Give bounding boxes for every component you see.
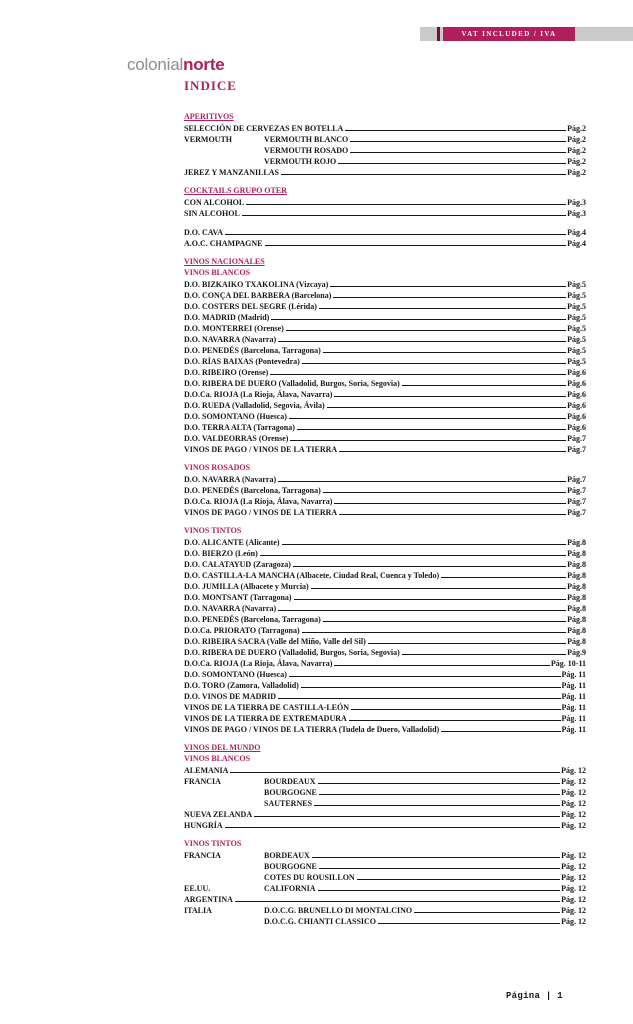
toc-row-label: D.O. NAVARRA (Navarra) — [184, 604, 277, 613]
toc-page-number: Pág. 12 — [561, 873, 586, 882]
toc-row — [184, 775, 586, 786]
toc-section — [184, 256, 586, 454]
toc-leader-line — [254, 816, 560, 817]
toc-row — [184, 591, 586, 602]
toc-page-number: Pág.2 — [567, 168, 586, 177]
toc-section — [184, 525, 586, 734]
toc-row-label: VERMOUTH BLANCO — [264, 135, 349, 144]
toc-leader-line — [225, 234, 566, 235]
toc-row-label: VINOS DE LA TIERRA DE CASTILLA-LEÓN — [184, 703, 350, 712]
toc-page-number: Pág.6 — [567, 379, 586, 388]
toc-page-number: Pág.8 — [567, 626, 586, 635]
toc-page-number: Pág.8 — [567, 582, 586, 591]
toc-row-label: D.O. MADRID (Madrid) — [184, 313, 270, 322]
toc-row-label: VINOS DE PAGO / VINOS DE LA TIERRA — [184, 445, 338, 454]
toc-page-number: Pág.7 — [567, 445, 586, 454]
page-title: INDICE — [184, 78, 237, 93]
toc-page-number: Pág. 12 — [561, 788, 586, 797]
section-heading: APERITIVOS — [184, 112, 234, 121]
toc-row-label: D.O. TERRA ALTA (Tarragona) — [184, 423, 295, 432]
toc-row — [184, 723, 586, 734]
toc-leader-line — [441, 731, 560, 732]
toc-row-label: D.O. RIBERA DE DUERO (Valladolid, Burgos, Soria, Segovia) — [184, 379, 400, 388]
toc-row — [184, 690, 586, 701]
toc-row — [184, 915, 586, 926]
toc-row — [184, 712, 586, 723]
toc-page-number: Pág.8 — [567, 637, 586, 646]
toc-leader-line — [345, 130, 566, 131]
toc-row-label: BOURGOGNE — [264, 788, 317, 797]
toc-page-number: Pág. 12 — [561, 906, 586, 915]
toc-page-number: Pág.2 — [567, 124, 586, 133]
toc-leader-line — [278, 698, 560, 699]
toc-page-number: Pág.5 — [567, 335, 586, 344]
toc-row-category: FRANCIA — [184, 851, 221, 860]
toc-row — [184, 366, 586, 377]
vat-banner-separator — [437, 27, 440, 41]
section-heading: VINOS DEL MUNDO — [184, 743, 261, 752]
toc-page-number: Pág. 12 — [561, 766, 586, 775]
toc-page-number: Pág.6 — [567, 401, 586, 410]
toc-row-label: VINOS DE PAGO / VINOS DE LA TIERRA (Tudela de Duero, Valladolid) — [184, 725, 440, 734]
toc-row — [184, 155, 586, 166]
toc-row — [184, 166, 586, 177]
toc-page-number: Pág.7 — [567, 508, 586, 517]
toc-row-label: VINOS DE LA TIERRA DE EXTREMADURA — [184, 714, 347, 723]
toc-page-number: Pág.5 — [567, 324, 586, 333]
toc-leader-line — [282, 544, 567, 545]
toc-row — [184, 289, 586, 300]
toc-leader-line — [323, 621, 566, 622]
toc-leader-line — [271, 319, 566, 320]
toc-row — [184, 547, 586, 558]
toc-row-label: CALIFORNIA — [264, 884, 316, 893]
toc-row-label: D.O. PENEDÉS (Barcelona, Tarragona) — [184, 615, 321, 624]
toc-row-label: D.O. RÍAS BAIXAS (Pontevedra) — [184, 357, 300, 366]
toc-leader-line — [334, 503, 566, 504]
toc-row — [184, 377, 586, 388]
toc-row — [184, 495, 586, 506]
toc-leader-line — [246, 204, 566, 205]
toc-leader-line — [319, 308, 566, 309]
toc-row-label: A.O.C. CHAMPAGNE — [184, 239, 263, 248]
toc-row — [184, 882, 586, 893]
toc-leader-line — [351, 709, 561, 710]
toc-leader-line — [297, 429, 566, 430]
toc-row-label: D.O.Ca. RIOJA (La Rioja, Álava, Navarra) — [184, 390, 333, 399]
toc-page-number: Pág. 12 — [561, 799, 586, 808]
toc-row — [184, 624, 586, 635]
toc-page-number: Pág.5 — [567, 313, 586, 322]
toc-leader-line — [270, 374, 566, 375]
section-heading: VINOS TINTOS — [184, 526, 242, 535]
toc-page-number: Pág.2 — [567, 157, 586, 166]
toc-leader-line — [402, 385, 566, 386]
toc-page-number: Pág.3 — [567, 209, 586, 218]
toc-row — [184, 443, 586, 454]
toc-row-label: BORDEAUX — [264, 851, 310, 860]
toc-row-label: D.O. NAVARRA (Navarra) — [184, 475, 277, 484]
toc-row — [184, 322, 586, 333]
brand-logo — [127, 56, 225, 73]
toc-row — [184, 311, 586, 322]
toc-row — [184, 764, 586, 775]
toc-section — [184, 226, 586, 248]
toc-page-number: Pág.9 — [567, 648, 586, 657]
toc-leader-line — [334, 396, 566, 397]
toc-row-label: D.O. PENEDÉS (Barcelona, Tarragona) — [184, 486, 321, 495]
toc-leader-line — [350, 141, 566, 142]
toc-page-number: Pág.8 — [567, 604, 586, 613]
toc-leader-line — [311, 588, 566, 589]
toc-section — [184, 111, 586, 177]
toc-leader-line — [330, 286, 566, 287]
toc-row — [184, 558, 586, 569]
toc-leader-line — [265, 245, 567, 246]
toc-row-label: BOURGOGNE — [264, 862, 317, 871]
toc-leader-line — [293, 566, 566, 567]
toc-row — [184, 871, 586, 882]
toc-leader-line — [281, 174, 566, 175]
toc-row-category: VERMOUTH — [184, 135, 232, 144]
toc-row-label: D.O. SOMONTANO (Huesca) — [184, 670, 287, 679]
toc-row-label: BOURDEAUX — [264, 777, 316, 786]
toc-row-label: CON ALCOHOL — [184, 198, 245, 207]
toc-row-label: NUEVA ZELANDA — [184, 810, 253, 819]
toc-leader-line — [333, 297, 566, 298]
toc-row-label: D.O. ALICANTE (Alicante) — [184, 538, 280, 547]
toc-section — [184, 742, 586, 830]
toc-leader-line — [290, 440, 566, 441]
toc-leader-line — [235, 901, 560, 902]
toc-row — [184, 144, 586, 155]
toc-leader-line — [323, 492, 566, 493]
toc-row — [184, 849, 586, 860]
toc-page-number: Pág.6 — [567, 412, 586, 421]
toc-row-label: D.O. CAVA — [184, 228, 224, 237]
toc-leader-line — [378, 923, 560, 924]
toc-row-label: D.O.Ca. PRIORATO (Tarragona) — [184, 626, 300, 635]
toc-leader-line — [230, 772, 560, 773]
toc-leader-line — [339, 451, 566, 452]
toc-row — [184, 679, 586, 690]
toc-page-number: Pág.7 — [567, 497, 586, 506]
vat-banner — [420, 27, 633, 41]
toc-page-number: Pág.8 — [567, 560, 586, 569]
toc-row — [184, 701, 586, 712]
toc-row-label: D.O. VINOS DE MADRID — [184, 692, 277, 701]
toc-row — [184, 602, 586, 613]
toc-page-number: Pág.7 — [567, 434, 586, 443]
toc-row-label: D.O. CASTILLA-LA MANCHA (Albacete, Ciudad Real, Cuenca y Toledo) — [184, 571, 440, 580]
toc-row — [184, 432, 586, 443]
section-heading: VINOS NACIONALES — [184, 257, 265, 266]
toc-row-label: VINOS DE PAGO / VINOS DE LA TIERRA — [184, 508, 338, 517]
toc-page-number: Pág.2 — [567, 146, 586, 155]
toc-row-label: D.O. TORO (Zamora, Valladolid) — [184, 681, 299, 690]
toc-row — [184, 506, 586, 517]
toc-leader-line — [414, 912, 560, 913]
toc-page-number: Pág.8 — [567, 571, 586, 580]
toc-page-number: Pág.6 — [567, 368, 586, 377]
toc-row-label: ALEMANIA — [184, 766, 229, 775]
toc-page-number: Pág.8 — [567, 538, 586, 547]
toc-row-label: D.O. CALATAYUD (Zaragoza) — [184, 560, 291, 569]
toc-section — [184, 462, 586, 517]
toc-leader-line — [368, 643, 566, 644]
toc-page-number: Pág.5 — [567, 357, 586, 366]
toc-leader-line — [302, 363, 566, 364]
toc-row-label: COTES DU ROUSILLON — [264, 873, 355, 882]
toc-leader-line — [327, 407, 567, 408]
toc-row — [184, 819, 586, 830]
toc-row-label: VERMOUTH ROSADO — [264, 146, 349, 155]
toc-row-label: D.O. CONÇA DEL BARBERA (Barcelona) — [184, 291, 332, 300]
toc-leader-line — [350, 152, 566, 153]
toc-page-number: Pág. 12 — [561, 810, 586, 819]
toc-page-number: Pág. 11 — [561, 681, 586, 690]
toc-row — [184, 388, 586, 399]
toc-page-number: Pág. 10-11 — [550, 659, 586, 668]
toc-row-label: JEREZ Y MANZANILLAS — [184, 168, 279, 177]
toc-row — [184, 226, 586, 237]
toc-page-number: Pág.4 — [567, 228, 586, 237]
toc-page-number: Pág.6 — [567, 423, 586, 432]
toc-page-number: Pág.2 — [567, 135, 586, 144]
toc-leader-line — [289, 676, 561, 677]
toc-row-label: HUNGRÍA — [184, 821, 223, 830]
toc-page-number: Pág.5 — [567, 302, 586, 311]
toc-row — [184, 904, 586, 915]
toc-row-label: SAUTERNES — [264, 799, 313, 808]
toc-row-label: VERMOUTH ROJO — [264, 157, 337, 166]
toc-row — [184, 484, 586, 495]
toc-row — [184, 421, 586, 432]
toc-row — [184, 786, 586, 797]
toc-page-number: Pág. 11 — [561, 714, 586, 723]
toc-page-number: Pág. 11 — [561, 725, 586, 734]
toc-row — [184, 300, 586, 311]
brand-logo-colonial: colonial — [127, 55, 184, 74]
toc-page-number: Pág.5 — [567, 346, 586, 355]
toc-page-number: Pág.6 — [567, 390, 586, 399]
toc-row-label: D.O.Ca. RIOJA (La Rioja, Álava, Navarra) — [184, 659, 333, 668]
toc-leader-line — [289, 418, 566, 419]
toc-row — [184, 646, 586, 657]
toc-row-label: D.O. BIZKAIKO TXAKOLINA (Vizcaya) — [184, 280, 329, 289]
toc-leader-line — [402, 654, 566, 655]
toc-leader-line — [441, 577, 566, 578]
toc-leader-line — [278, 610, 566, 611]
toc-leader-line — [286, 330, 566, 331]
toc-page-number: Pág. 11 — [561, 670, 586, 679]
toc-leader-line — [349, 720, 561, 721]
toc-row — [184, 133, 586, 144]
toc-row — [184, 668, 586, 679]
page-number-footer: Página | 1 — [505, 991, 563, 1001]
toc-page-number: Pág.4 — [567, 239, 586, 248]
toc-leader-line — [339, 514, 566, 515]
toc-page-number: Pág.5 — [567, 280, 586, 289]
toc-leader-line — [278, 341, 566, 342]
toc-page-number: Pág.8 — [567, 593, 586, 602]
section-heading: VINOS TINTOS — [184, 839, 242, 848]
toc-row-category: FRANCIA — [184, 777, 221, 786]
toc-row-label: D.O. BIERZO (León) — [184, 549, 258, 558]
section-heading: VINOS BLANCOS — [184, 754, 251, 763]
toc-leader-line — [338, 163, 566, 164]
toc-leader-line — [323, 352, 566, 353]
toc-leader-line — [294, 599, 567, 600]
toc-row — [184, 207, 586, 218]
toc-page-number: Pág. 12 — [561, 862, 586, 871]
toc-row-label: D.O. NAVARRA (Navarra) — [184, 335, 277, 344]
toc-leader-line — [260, 555, 566, 556]
toc-page-number: Pág.3 — [567, 198, 586, 207]
toc-row-label: D.O. RUEDA (Valladolid, Segovia, Ávila) — [184, 401, 325, 410]
toc-page-number: Pág.7 — [567, 486, 586, 495]
toc-leader-line — [278, 481, 566, 482]
toc-row — [184, 278, 586, 289]
toc-row — [184, 355, 586, 366]
toc-row-label: D.O. MONTSANT (Tarragona) — [184, 593, 292, 602]
toc-row — [184, 536, 586, 547]
toc-row — [184, 122, 586, 133]
toc-row — [184, 399, 586, 410]
toc-row-label: D.O. PENEDÉS (Barcelona, Tarragona) — [184, 346, 321, 355]
toc-row-label: SELECCIÓN DE CERVEZAS EN BOTELLA — [184, 124, 344, 133]
toc-leader-line — [319, 868, 560, 869]
toc-row — [184, 808, 586, 819]
toc-leader-line — [225, 827, 560, 828]
toc-page-number: Pág. 12 — [561, 884, 586, 893]
toc-row-category: ITALIA — [184, 906, 212, 915]
toc-leader-line — [302, 632, 566, 633]
toc-row — [184, 344, 586, 355]
brand-logo-norte: norte — [183, 55, 225, 74]
toc-page-number: Pág.8 — [567, 549, 586, 558]
toc-row — [184, 797, 586, 808]
toc-row — [184, 569, 586, 580]
toc-row-label: D.O.C.G. BRUNELLO DI MONTALCINO — [264, 906, 413, 915]
toc-row — [184, 333, 586, 344]
toc-leader-line — [314, 805, 560, 806]
toc-row-category: EE.UU. — [184, 884, 211, 893]
toc-page-number: Pág. 12 — [561, 851, 586, 860]
section-heading: VINOS BLANCOS — [184, 268, 251, 277]
toc-row — [184, 893, 586, 904]
section-heading: VINOS ROSADOS — [184, 463, 251, 472]
toc-page-number: Pág. 12 — [561, 821, 586, 830]
toc-page-number: Pág.8 — [567, 615, 586, 624]
toc-leader-line — [319, 794, 560, 795]
toc-row-label: D.O. RIBEIRA SACRA (Valle del Miño, Valle del Sil) — [184, 637, 366, 646]
toc-leader-line — [242, 215, 566, 216]
toc-row — [184, 635, 586, 646]
toc-row — [184, 613, 586, 624]
toc-leader-line — [312, 857, 560, 858]
toc-page-number: Pág. 12 — [561, 895, 586, 904]
toc-section — [184, 838, 586, 926]
toc-row-label: D.O. RIBERA DE DUERO (Valladolid, Burgos, Soria, Segovia) — [184, 648, 400, 657]
toc-page-number: Pág. 11 — [561, 703, 586, 712]
toc-page-number: Pág. 12 — [561, 777, 586, 786]
section-heading: COCKTAILS GRUPO OTER — [184, 186, 287, 195]
toc-row-label: D.O. MONTERREI (Orense) — [184, 324, 284, 333]
toc-row — [184, 860, 586, 871]
toc-row-label: ARGENTINA — [184, 895, 233, 904]
toc-page-number: Pág.7 — [567, 475, 586, 484]
toc-row-label: D.O.Ca. RIOJA (La Rioja, Álava, Navarra) — [184, 497, 333, 506]
toc-page-number: Pág. 12 — [561, 917, 586, 926]
vat-banner-label: VAT INCLUDED / IVA — [443, 27, 575, 41]
toc-page-number: Pág. 11 — [561, 692, 586, 701]
toc-row-label: D.O. VALDEORRAS (Orense) — [184, 434, 289, 443]
toc-row — [184, 580, 586, 591]
toc-row — [184, 410, 586, 421]
toc-leader-line — [334, 665, 549, 666]
toc-row-label: D.O. JUMILLA (Albacete y Murcia) — [184, 582, 309, 591]
toc-leader-line — [318, 783, 561, 784]
toc-section — [184, 185, 586, 218]
toc-row-label: D.O. RIBEIRO (Orense) — [184, 368, 269, 377]
toc-row — [184, 473, 586, 484]
table-of-contents — [184, 111, 586, 926]
toc-row — [184, 196, 586, 207]
toc-row — [184, 237, 586, 248]
toc-row-label: D.O. SOMONTANO (Huesca) — [184, 412, 287, 421]
toc-row-label: SIN ALCOHOL — [184, 209, 240, 218]
toc-page-number: Pág.5 — [567, 291, 586, 300]
toc-leader-line — [318, 890, 561, 891]
toc-row-label: D.O. COSTERS DEL SEGRE (Lérida) — [184, 302, 317, 311]
toc-leader-line — [357, 879, 560, 880]
toc-row-label: D.O.C.G. CHIANTI CLASSICO — [264, 917, 377, 926]
toc-leader-line — [301, 687, 561, 688]
toc-row — [184, 657, 586, 668]
